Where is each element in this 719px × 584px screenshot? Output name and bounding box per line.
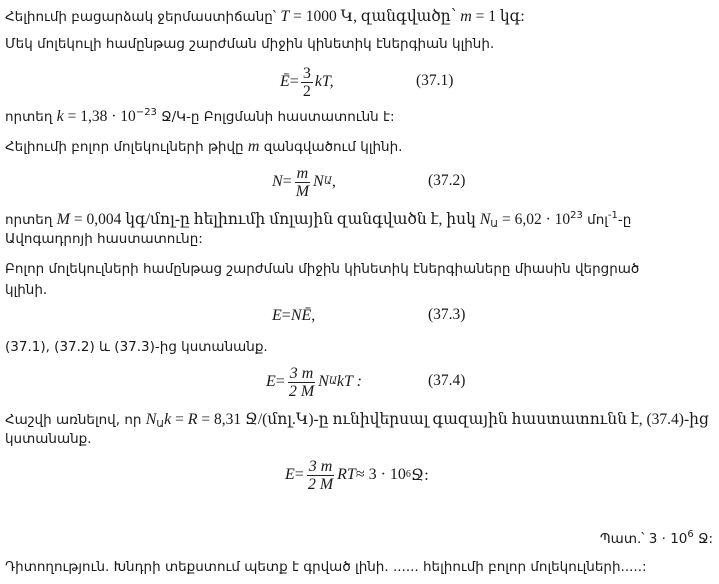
boltzmann-paragraph: որտեղ $k = 1,38 \cdot 10^{-23}$ Ջ/Կ-ը Բոլցմանի հաստատունն է: [5,107,395,125]
equation-number: (37.2) [428,172,466,189]
total-paragraph-line2: կլինի. [5,282,48,298]
equation-37-1: Ē = $\frac{3}{2}$ kT, (37.1) [280,64,454,100]
note: Դիտողություն. Խնդրի տեքստում պետք է գրված լինի. ...... հելիումի բոլոր մոլեկուլների.....: [5,559,647,575]
equation-37-3: E = NĒ , (37.3) [272,306,466,324]
answer: Պատ.՝ $3 \cdot 10^6$ Ջ: [599,529,713,547]
equation-number: (37.4) [428,372,466,389]
equation-37-2: N = $\frac{m}{M}$ N Ա , (37.2) [272,164,466,200]
intro-paragraph: Մեկ մոլեկուլի համընթաց շարժման միջին կինետիկ էներգիան կլինի. [5,36,495,52]
equation-final: E = $\frac{3 m}{2 M}$ RT ≈ 3 · 10 6 Ջ: [285,457,429,493]
equation-37-4: E = $\frac{3 m}{2 M}$ N Ա kT : (37.4) [266,364,466,400]
gas-constant-paragraph-line2: կստանանք. [5,431,92,447]
molar-paragraph-line2: Ավոգադրոյի հաստատունը: [5,231,203,247]
combine-paragraph: (37.1), (37.2) և (37.3)-ից կստանանք. [5,339,268,355]
count-paragraph: Հելիումի բոլոր մոլեկուլների թիվը m զանգվածում կլինի. [5,138,403,155]
equation-number: (37.1) [416,72,454,89]
given-line: Հելիումի բացարձակ ջերմաստիճանը՝ T = 1000 Կ, զանգվածը՝ m = 1 կգ: [5,8,525,25]
molar-paragraph: որտեղ M = 0,004 կգ/մոլ-ը հելիումի մոլային զանգվածն է, իսկ $N_Ա = 6,02 \cdot 10^{23}$ մոլ$^{-1}$-ը [5,210,632,230]
equation-number: (37.3) [428,306,466,323]
fraction: $\frac{3}{2}$ [302,64,311,100]
total-paragraph: Բոլոր մոլեկուլների համընթաց շարժման միջին կինետիկ էներգիաները միասին վերցրած [5,261,640,277]
gas-constant-paragraph: Հաշվի առնելով, որ $N_Աk = R = 8,31$ Ջ/(մոլ.Կ)-ը ունիվերսալ գազային հաստատունն է, (37.4)-ից [5,411,709,430]
